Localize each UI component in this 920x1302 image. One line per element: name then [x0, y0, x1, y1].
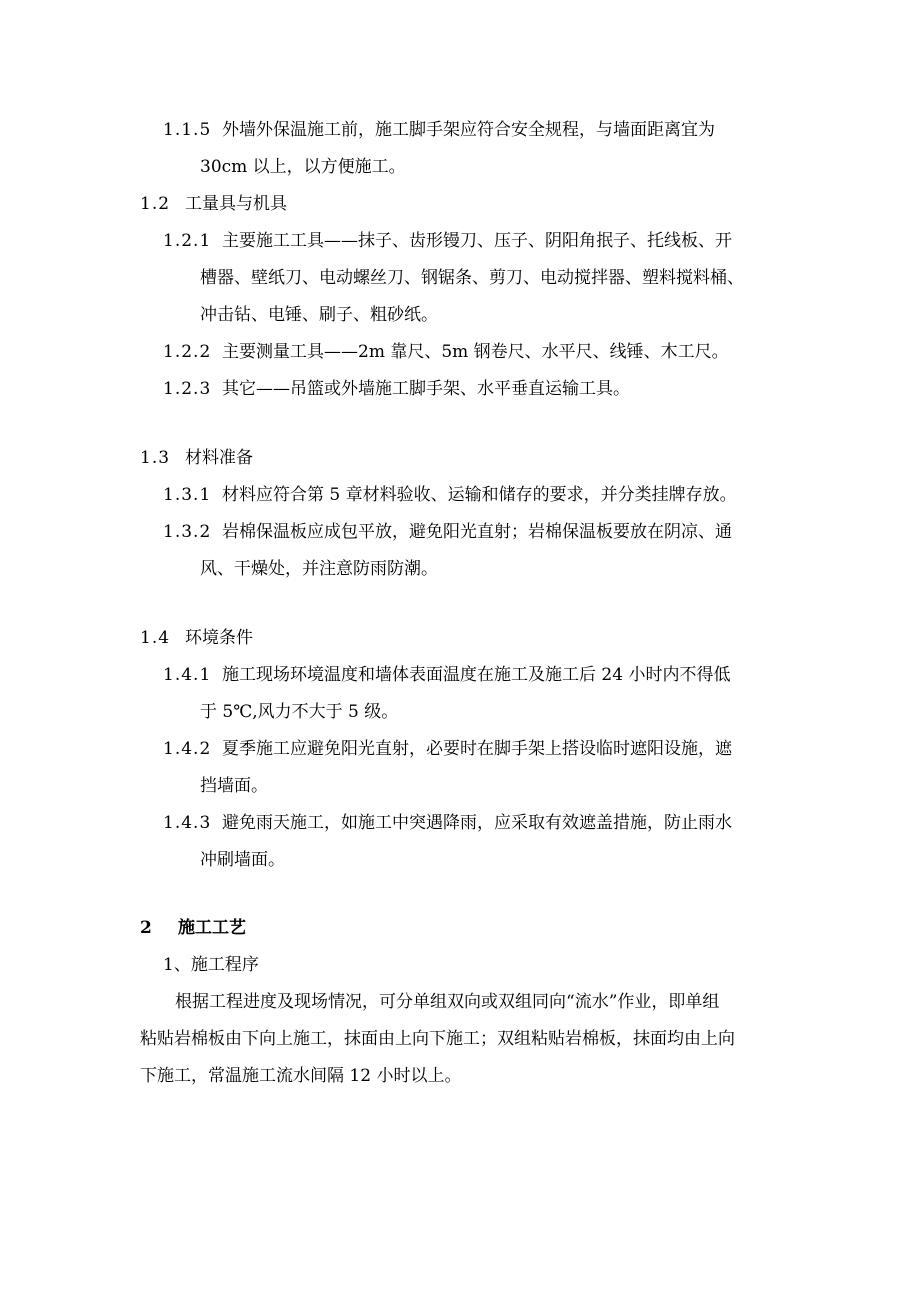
clause-number: 1.2.3 [163, 379, 212, 399]
section-heading: 环境条件 [185, 628, 253, 648]
paragraph-line: 下施工，常温施工流水间隔 12 小时以上。 [140, 1066, 462, 1086]
clause-text-line: 岩棉保温板应成包平放，避免阳光直射；岩棉保温板要放在阴凉、通 [222, 522, 732, 542]
clause-text-line: 挡墙面。 [200, 776, 268, 796]
clause-text-line: 30cm 以上，以方便施工。 [200, 157, 406, 177]
section-number: 1.4 [140, 628, 171, 648]
clause-number: 1.2.2 [163, 342, 212, 362]
section-number: 1.2 [140, 194, 171, 214]
clause-text-line: 避免雨天施工，如施工中突遇降雨，应采取有效遮盖措施，防止雨水 [222, 813, 732, 833]
clause-number: 1.3.1 [163, 485, 212, 505]
chapter-number: 2 [140, 918, 153, 938]
clause-number: 1.4.1 [163, 665, 212, 685]
clause-text-line: 风、干燥处，并注意防雨防潮。 [200, 559, 438, 579]
clause-text-line: 主要测量工具——2m 靠尺、5m 钢卷尺、水平尺、线锤、木工尺。 [222, 342, 729, 362]
paragraph-line: 根据工程进度及现场情况，可分单组双向或双组同向“流水”作业，即单组 [175, 992, 720, 1012]
section-number: 1.3 [140, 448, 171, 468]
clause-text-line: 夏季施工应避免阳光直射，必要时在脚手架上搭设临时遮阳设施，遮 [222, 739, 732, 759]
clause-number: 1.2.1 [163, 231, 212, 251]
clause-text-line: 冲刷墙面。 [200, 850, 285, 870]
clause-text-line: 主要施工工具——抹子、齿形镘刀、压子、阴阳角抿子、托线板、开 [222, 231, 732, 251]
clause-number: 1.1.5 [163, 120, 212, 140]
section-heading: 材料准备 [185, 448, 253, 468]
clause-number: 1.4.2 [163, 739, 212, 759]
clause-text-line: 于 5℃,风力不大于 5 级。 [200, 702, 399, 722]
clause-number: 1.4.3 [163, 813, 212, 833]
chapter-heading: 施工工艺 [178, 918, 246, 938]
clause-text-line: 其它——吊篮或外墙施工脚手架、水平垂直运输工具。 [222, 379, 630, 399]
section-heading: 工量具与机具 [185, 194, 287, 214]
clause-text-line: 外墙外保温施工前，施工脚手架应符合安全规程，与墙面距离宜为 [222, 120, 715, 140]
subsection-heading: 1、施工程序 [163, 955, 259, 975]
clause-number: 1.3.2 [163, 522, 212, 542]
paragraph-line: 粘贴岩棉板由下向上施工，抹面由上向下施工；双组粘贴岩棉板，抹面均由上向 [140, 1029, 735, 1049]
clause-text-line: 施工现场环境温度和墙体表面温度在施工及施工后 24 小时内不得低 [222, 665, 731, 685]
clause-text-line: 材料应符合第 5 章材料验收、运输和储存的要求，并分类挂牌存放。 [222, 485, 737, 505]
clause-text-line: 槽器、壁纸刀、电动螺丝刀、钢锯条、剪刀、电动搅拌器、塑料搅料桶、 [200, 268, 744, 288]
clause-text-line: 冲击钻、电锤、刷子、粗砂纸。 [200, 305, 438, 325]
